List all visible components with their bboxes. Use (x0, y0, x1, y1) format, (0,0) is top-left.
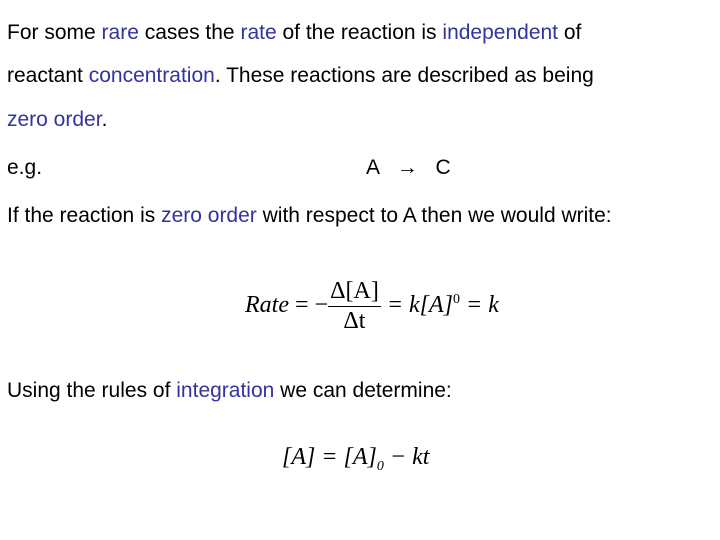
term-independent: independent (442, 21, 559, 44)
paragraph-line-1: For some rare cases the rate of the reaction is independent of (7, 21, 582, 44)
rate-fraction: $\frac{\Delta[A]}{\Delta t}$ (330, 278, 379, 334)
paragraph-line-2: reactant concentration. These reactions are described as being (7, 64, 594, 87)
paragraph-line-3: zero order. (7, 108, 108, 131)
example-label: e.g. (7, 156, 43, 179)
term-integration: integration (176, 379, 275, 402)
arrow-icon: → (396, 156, 418, 179)
term-rate: rate (240, 21, 277, 44)
term-concentration: concentration (88, 64, 215, 87)
reactant: A (366, 156, 379, 179)
term-zero-order: zero order (7, 108, 102, 131)
term-rare: rare (101, 21, 139, 44)
reaction-equation (366, 157, 451, 178)
paragraph-2: If the reaction is zero order with respect to A then we would write: (7, 204, 612, 227)
integrated-equation: $[A] = [A]_0$ − kt (282, 444, 430, 474)
term-zero-order-2: zero order (161, 204, 257, 227)
paragraph-3: Using the rules of integration we can determine: (7, 379, 452, 402)
product: C (435, 156, 451, 179)
rate-equation: Rate = − $\frac{\Delta[A]}{\Delta t}$ = $k[A]^0 = k$ (245, 278, 499, 334)
